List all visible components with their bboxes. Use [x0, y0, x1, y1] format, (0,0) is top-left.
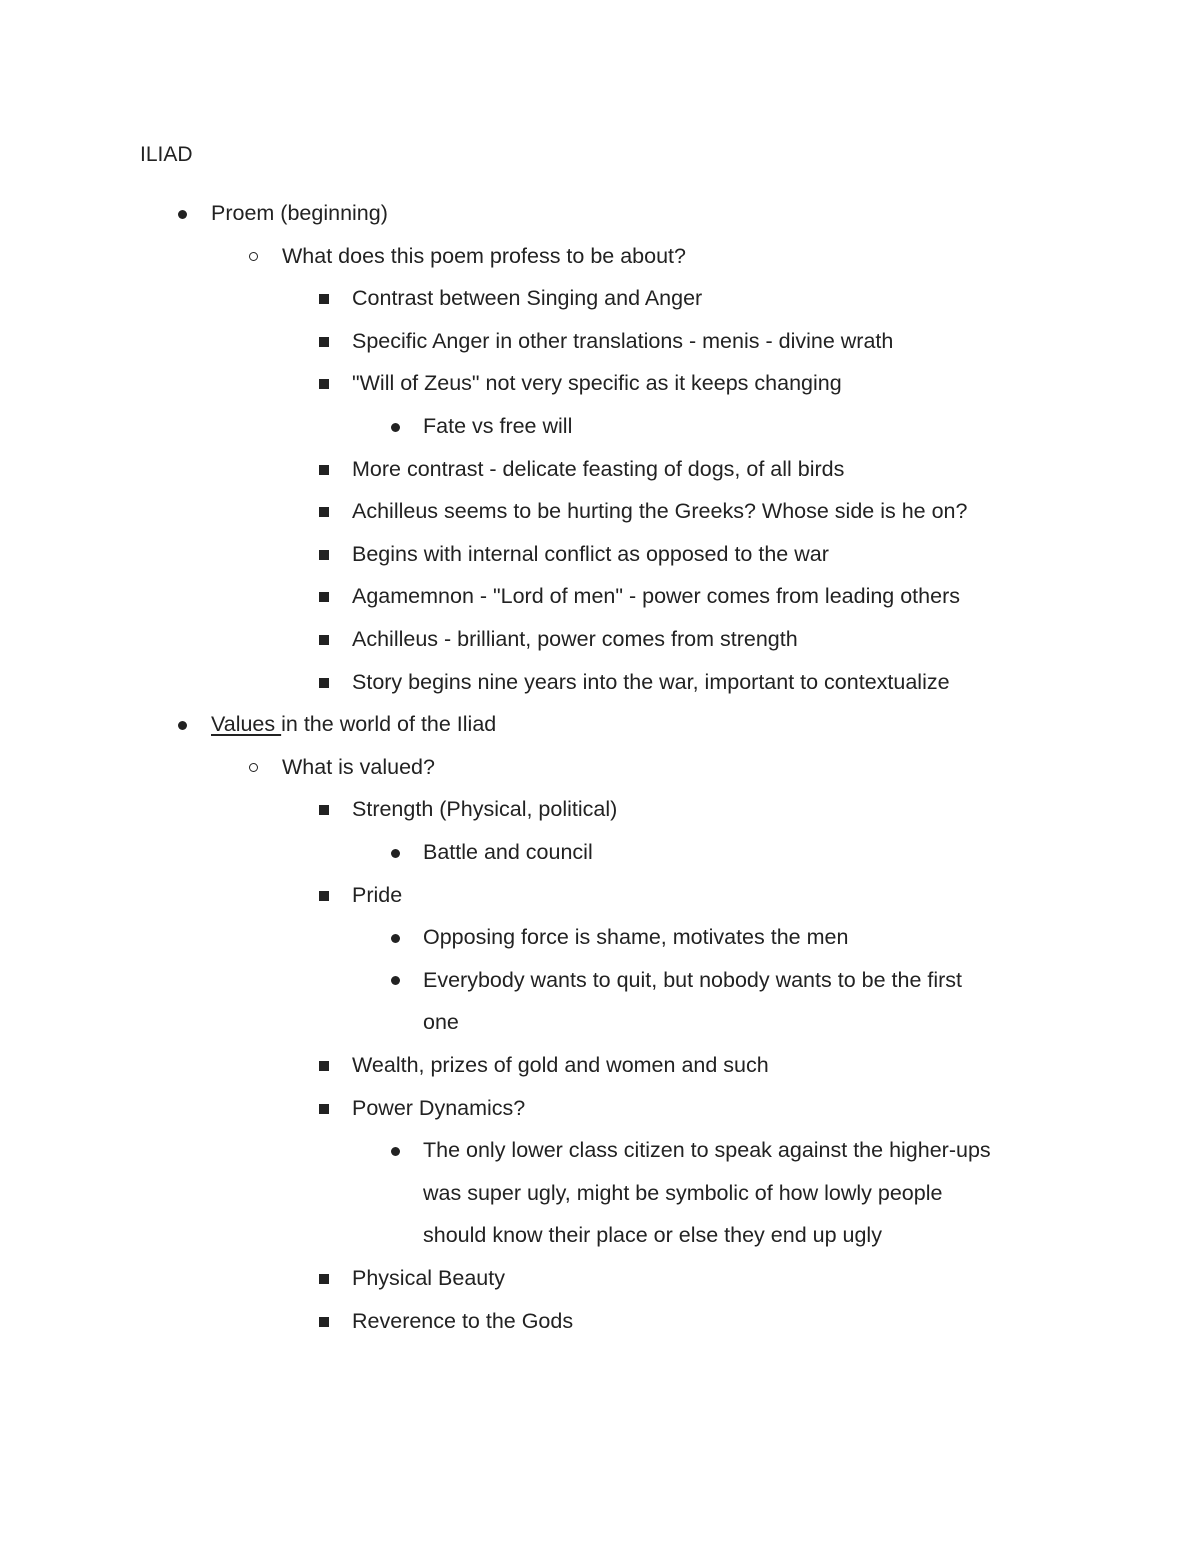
outline-text: Contrast between Singing and Anger: [352, 286, 703, 311]
square-bullet-icon: [319, 507, 329, 517]
outline-text: More contrast - delicate feasting of dogs, of all birds: [352, 456, 845, 481]
outline-item: [352, 582, 960, 610]
outline-text: Wealth, prizes of gold and women and such: [352, 1053, 769, 1077]
outline-item: [282, 242, 686, 270]
outline-text: Story begins nine years into the war, important to contextualize: [352, 669, 950, 694]
outline-item: [352, 1094, 525, 1122]
disc-bullet-icon: [178, 210, 187, 219]
outline-item: [211, 199, 388, 227]
outline-text: Specific Anger in other translations - menis - divine wrath: [352, 328, 894, 353]
disc-bullet-icon: [178, 721, 187, 730]
outline-item: [352, 1307, 573, 1335]
outline-item: [352, 668, 950, 696]
outline-item: [352, 497, 967, 525]
outline-item: [352, 795, 617, 823]
square-bullet-icon: [319, 337, 329, 347]
circle-bullet-icon: [249, 252, 258, 261]
disc-bullet-icon: [391, 423, 400, 432]
outline-item: [352, 284, 702, 312]
outline-text: Physical Beauty: [352, 1266, 505, 1290]
square-bullet-icon: [319, 891, 329, 901]
outline-item: [423, 1136, 991, 1164]
disc-bullet-icon: [391, 934, 400, 943]
outline-text: one: [423, 1010, 459, 1035]
square-bullet-icon: [319, 635, 329, 645]
circle-bullet-icon: [249, 763, 258, 772]
outline-text: should know their place or else they end up ugly: [423, 1223, 882, 1248]
square-bullet-icon: [319, 1104, 329, 1114]
outline-item: [352, 881, 402, 909]
outline-item: [352, 1051, 769, 1079]
square-bullet-icon: [319, 1061, 329, 1071]
outline-text: Proem (beginning): [211, 201, 388, 225]
outline-text: Reverence to the Gods: [352, 1308, 574, 1333]
outline-text: Power Dynamics?: [352, 1095, 526, 1120]
outline-text: What does this poem profess to be about?: [282, 243, 686, 268]
outline-item: [352, 327, 893, 355]
outline-continuation: [423, 1179, 942, 1207]
underlined-term: Values: [211, 712, 282, 737]
outline-item: [423, 838, 593, 866]
outline-text: Agamemnon - "Lord of men" - power comes from leading others: [352, 584, 960, 609]
square-bullet-icon: [319, 379, 329, 389]
outline-continuation: [423, 1221, 882, 1249]
outline-continuation: [423, 1008, 459, 1036]
outline-item: [423, 966, 962, 994]
outline-text: Pride: [352, 882, 403, 907]
square-bullet-icon: [319, 805, 329, 815]
square-bullet-icon: [319, 294, 329, 304]
outline-text: Achilleus - brilliant, power comes from strength: [352, 627, 798, 651]
square-bullet-icon: [319, 592, 329, 602]
outline-item: [282, 753, 435, 781]
disc-bullet-icon: [391, 976, 400, 985]
square-bullet-icon: [319, 1317, 329, 1327]
disc-bullet-icon: [391, 849, 400, 858]
square-bullet-icon: [319, 1274, 329, 1284]
outline-text: Opposing force is shame, motivates the men: [423, 925, 849, 950]
outline-item: [211, 710, 496, 738]
outline-item: [423, 412, 572, 440]
outline-item: [352, 1264, 505, 1292]
outline-item: [352, 455, 844, 483]
outline-text: Strength (Physical, political): [352, 797, 618, 822]
outline-text: Fate vs free will: [423, 414, 573, 438]
outline-text: "Will of Zeus" not very specific as it keeps changing: [352, 371, 842, 396]
outline-item: [423, 923, 848, 951]
document-title: ILIAD: [140, 143, 193, 166]
outline-text: in the world of the Iliad: [281, 712, 497, 737]
square-bullet-icon: [319, 550, 329, 560]
outline-text: The only lower class citizen to speak against the higher-ups: [423, 1138, 991, 1163]
outline-text: Battle and council: [423, 840, 593, 864]
square-bullet-icon: [319, 465, 329, 475]
outline-item: [352, 625, 798, 653]
outline-item: [352, 369, 842, 397]
disc-bullet-icon: [391, 1147, 400, 1156]
outline-item: [352, 540, 829, 568]
outline-text: Everybody wants to quit, but nobody wants to be the first: [423, 967, 963, 992]
square-bullet-icon: [319, 678, 329, 688]
outline-text: Begins with internal conflict as opposed to the war: [352, 541, 829, 566]
outline-text: Achilleus seems to be hurting the Greeks? Whose side is he on?: [352, 499, 968, 524]
outline-text: What is valued?: [282, 754, 435, 779]
outline-text: was super ugly, might be symbolic of how lowly people: [423, 1180, 943, 1205]
